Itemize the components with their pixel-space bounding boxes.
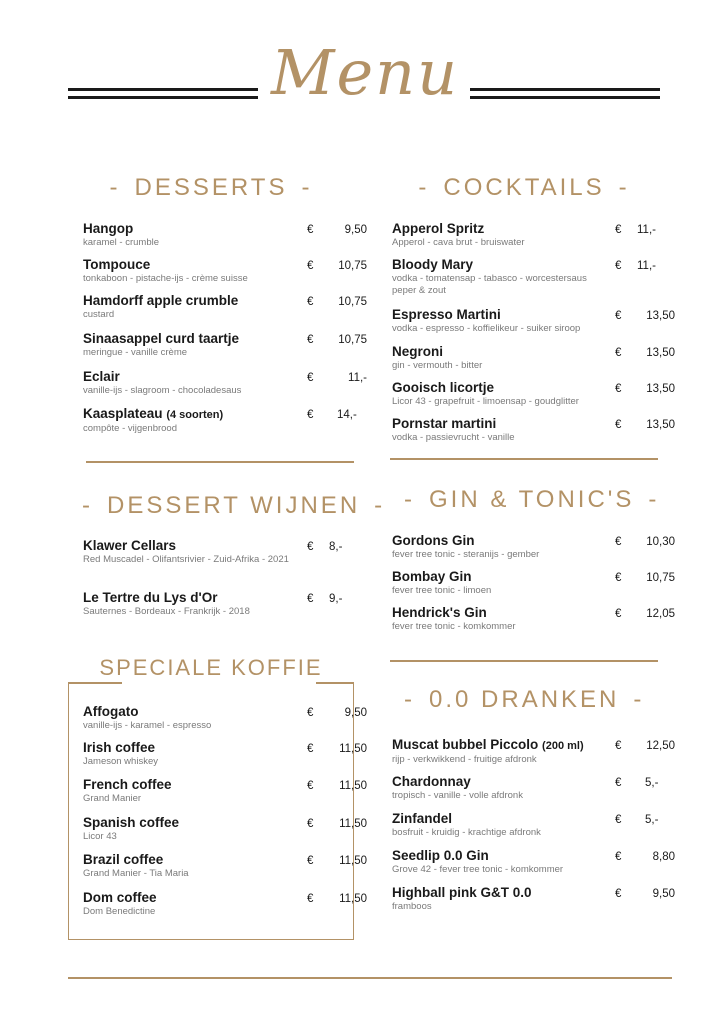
divider-cocktails bbox=[390, 458, 658, 460]
dessert-wine-item: Le Tertre du Lys d'Or Sauternes - Bordeaux - Frankrijk - 2018 bbox=[83, 590, 250, 617]
nul-drank-item: Seedlip 0.0 Gin Grove 42 - fever tree tonic - komkommer bbox=[392, 848, 564, 875]
koffie-item: Irish coffee Jameson whiskey bbox=[83, 740, 158, 767]
dessert-price: € 10,75 bbox=[307, 260, 367, 272]
koffie-price: € 9,50 bbox=[307, 707, 367, 719]
section-heading-nul-dranken: - 0.0 DRANKEN - bbox=[404, 686, 645, 713]
nul-drank-item: Chardonnay tropisch - vanille - volle afdronk bbox=[392, 774, 523, 801]
dessert-price: € 11,- bbox=[307, 372, 367, 384]
nul-drank-price: € 5,- bbox=[615, 777, 659, 789]
koffie-item: Spanish coffee Licor 43 bbox=[83, 815, 180, 842]
gin-tonic-price: € 12,05 bbox=[615, 608, 675, 620]
divider-desserts bbox=[86, 461, 354, 463]
dessert-wine-price: € 9,- bbox=[307, 593, 343, 605]
koffie-item: Dom coffee Dom Benedictine bbox=[83, 890, 157, 917]
cocktail-item: Bloody Mary vodka - tomatensap - tabasco - worcestersaus peper & zout bbox=[392, 257, 587, 296]
nul-drank-price: € 9,50 bbox=[615, 888, 675, 900]
speciale-koffie-frame-top-left bbox=[68, 682, 122, 684]
dessert-price: € 14,- bbox=[307, 409, 357, 421]
koffie-price: € 11,50 bbox=[307, 893, 367, 905]
dessert-item: Eclair vanille-ijs - slagroom - chocoladesaus bbox=[83, 369, 242, 396]
koffie-price: € 11,50 bbox=[307, 818, 367, 830]
dessert-price: € 10,75 bbox=[307, 334, 367, 346]
dessert-item: Hamdorff apple crumble custard bbox=[83, 293, 239, 320]
cocktail-price: € 13,50 bbox=[615, 347, 675, 359]
koffie-price: € 11,50 bbox=[307, 780, 367, 792]
cocktail-item: Gooisch licortje Licor 43 - grapefruit - limoensap - goudglitter bbox=[392, 380, 579, 407]
dessert-price: € 10,75 bbox=[307, 296, 367, 308]
dessert-item: Tompouce tonkaboon - pistache-ijs - crème suisse bbox=[83, 257, 248, 284]
cocktail-price: € 13,50 bbox=[615, 383, 675, 395]
cocktail-price: € 13,50 bbox=[615, 419, 675, 431]
dessert-price: € 9,50 bbox=[307, 224, 367, 236]
section-heading-desserts: - DESSERTS - bbox=[109, 174, 313, 201]
cocktail-price: € 11,- bbox=[615, 224, 656, 236]
nul-drank-item: Muscat bubbel Piccolo (200 ml) rijp - verkwikkend - fruitige afdronk bbox=[392, 737, 584, 765]
dessert-wine-item: Klawer Cellars Red Muscadel - Olifantsrivier - Zuid-Afrika - 2021 bbox=[83, 538, 289, 565]
cocktail-price: € 13,50 bbox=[615, 310, 675, 322]
nul-drank-item: Highball pink G&T 0.0 framboos bbox=[392, 885, 532, 912]
gin-tonic-price: € 10,30 bbox=[615, 536, 675, 548]
koffie-price: € 11,50 bbox=[307, 855, 367, 867]
divider-gin-tonics bbox=[390, 660, 658, 662]
header-lines-left bbox=[68, 88, 258, 104]
cocktail-item: Espresso Martini vodka - espresso - koffielikeur - suiker siroop bbox=[392, 307, 581, 334]
speciale-koffie-frame-top-right bbox=[316, 682, 354, 684]
dessert-item: Hangop karamel - crumble bbox=[83, 221, 160, 248]
koffie-item: Brazil coffee Grand Manier - Tia Maria bbox=[83, 852, 189, 879]
section-heading-cocktails: - COCKTAILS - bbox=[418, 174, 630, 201]
gin-tonic-item: Bombay Gin fever tree tonic - limoen bbox=[392, 569, 492, 596]
nul-drank-price: € 12,50 bbox=[615, 740, 675, 752]
header-lines-right bbox=[470, 88, 660, 104]
cocktail-item: Pornstar martini vodka - passievrucht - vanille bbox=[392, 416, 515, 443]
divider-footer bbox=[68, 977, 672, 979]
koffie-price: € 11,50 bbox=[307, 743, 367, 755]
nul-drank-price: € 5,- bbox=[615, 814, 659, 826]
section-heading-dessert-wijnen: - DESSERT WIJNEN - bbox=[82, 492, 386, 519]
dessert-wine-price: € 8,- bbox=[307, 541, 343, 553]
dessert-item: Kaasplateau (4 soorten) compôte - vijgenbrood bbox=[83, 406, 224, 434]
koffie-item: French coffee Grand Manier bbox=[83, 777, 172, 804]
cocktail-price: € 11,- bbox=[615, 260, 656, 272]
nul-drank-item: Zinfandel bosfruit - kruidig - krachtige afdronk bbox=[392, 811, 541, 838]
koffie-item: Affogato vanille-ijs - karamel - espresso bbox=[83, 704, 212, 731]
cocktail-item: Negroni gin - vermouth - bitter bbox=[392, 344, 483, 371]
nul-drank-price: € 8,80 bbox=[615, 851, 675, 863]
section-heading-gin-tonics: - GIN & TONIC'S - bbox=[404, 486, 660, 513]
dessert-item: Sinaasappel curd taartje meringue - vanille crème bbox=[83, 331, 240, 358]
gin-tonic-item: Hendrick's Gin fever tree tonic - komkommer bbox=[392, 605, 516, 632]
gin-tonic-price: € 10,75 bbox=[615, 572, 675, 584]
menu-title: Menu bbox=[270, 36, 460, 109]
section-heading-speciale-koffie: SPECIALE KOFFIE bbox=[99, 655, 323, 680]
cocktail-item: Apperol Spritz Apperol - cava brut - bruiswater bbox=[392, 221, 525, 248]
gin-tonic-item: Gordons Gin fever tree tonic - steranijs - gember bbox=[392, 533, 540, 560]
